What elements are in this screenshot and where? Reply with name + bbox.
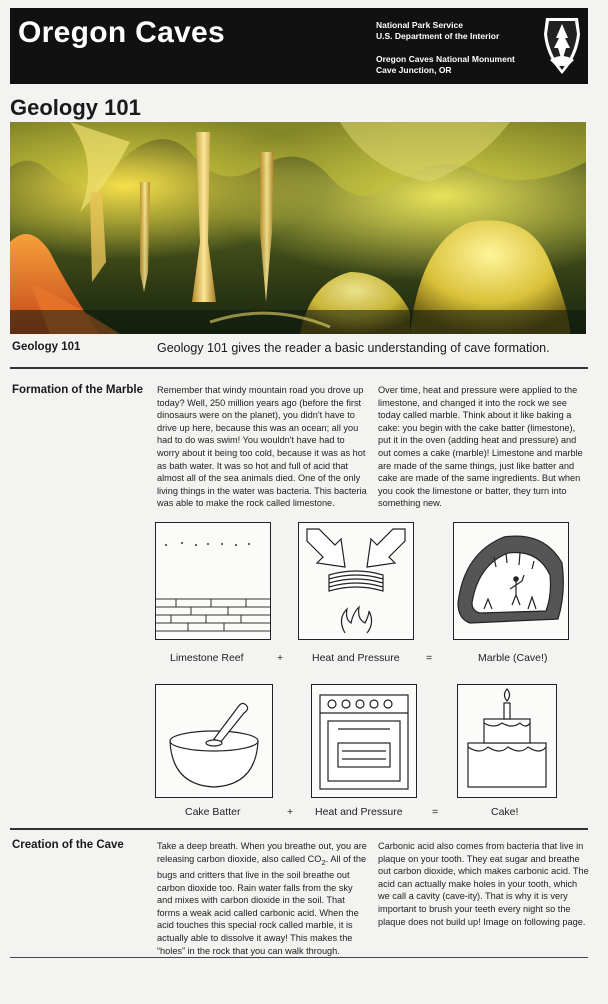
brand-title: Oregon Caves bbox=[18, 16, 226, 49]
caption-limestone-reef: Limestone Reef bbox=[170, 652, 244, 664]
cave-text-col2 bbox=[378, 840, 590, 928]
operator-plus-2: + bbox=[287, 806, 294, 818]
co2-subscript: 2 bbox=[321, 857, 326, 867]
agency-block bbox=[376, 20, 499, 42]
footer-divider bbox=[10, 957, 588, 958]
marble-paragraph-1: Remember that windy mountain road you drove up today? Well, 250 million years ago (before the first dinosaurs were on the planet), you didn't have to drive up here, because this was an ocean; all you had to do was swim! You wouldn't have had to worry about it being too cold, because it was as hot as bath water. It was so hot and full of acid that almost all of the sea animals died. One of the only living things in the water was bacteria. This bacteria was able to make the rock called limestone. bbox=[157, 385, 367, 509]
page-title: Geology 101 bbox=[10, 95, 141, 120]
caption-heat-pressure-1: Heat and Pressure bbox=[312, 652, 400, 664]
cave-paragraph-1 bbox=[157, 840, 369, 957]
cave-photo bbox=[10, 122, 586, 334]
marble-text-col1 bbox=[157, 384, 367, 510]
operator-equals-2: = bbox=[432, 806, 439, 818]
section-divider bbox=[10, 367, 588, 369]
nps-arrowhead-logo bbox=[542, 16, 582, 76]
caption-heat-pressure-2: Heat and Pressure bbox=[315, 806, 403, 818]
marble-section-label: Formation of the Marble bbox=[12, 384, 143, 396]
marble-text-col2 bbox=[378, 384, 590, 510]
section-divider-2 bbox=[10, 828, 588, 830]
summary-text: Geology 101 gives the reader a basic understanding of cave formation. bbox=[157, 341, 550, 355]
caption-cake-batter: Cake Batter bbox=[185, 806, 241, 818]
caption-cake: Cake! bbox=[491, 806, 519, 818]
location-line-1: Oregon Caves National Monument bbox=[376, 54, 515, 64]
caption-marble-cave: Marble (Cave!) bbox=[478, 652, 548, 664]
marble-cave-panel bbox=[453, 522, 569, 640]
summary-label: Geology 101 bbox=[12, 341, 81, 353]
cake-batter-panel bbox=[155, 684, 273, 798]
cave-paragraph-1-a: Take a deep breath. When you breathe out, you are releasing carbon dioxide, also called CO bbox=[157, 841, 367, 864]
location-line-2: Cave Junction, OR bbox=[376, 65, 452, 75]
agency-line-2: U.S. Department of the Interior bbox=[376, 31, 500, 41]
cave-paragraph-2: Carbonic acid also comes from bacteria that live in plaque on your tooth. They eat sugar and breathe out carbon dioxide, which makes carbonic acid. The acid can actually make holes in your tooth, which we call a cavity (cave-ity). That is why it is very important to brush your teeth every night so the plaque does not build up! Image on following page. bbox=[378, 841, 589, 927]
cave-text-col1 bbox=[157, 840, 369, 957]
agency-line-1: National Park Service bbox=[376, 20, 463, 30]
operator-plus-1: + bbox=[277, 652, 284, 664]
cave-paragraph-1-b: . All of the bugs and critters that live in the soil breathe out carbon dioxide too. Rain water falls from the sky and mixes with carbon dioxide in the soil. That forms a weak acid called carbonic acid. When the acid touches this special rock called marble, it is actually able to dissolve it away! This makes the “holes” in the rock that you can walk through. bbox=[157, 853, 367, 956]
oven-panel bbox=[311, 684, 417, 798]
heat-pressure-panel-1 bbox=[298, 522, 414, 640]
limestone-reef-panel bbox=[155, 522, 271, 640]
cake-panel bbox=[457, 684, 557, 798]
location-block bbox=[376, 54, 515, 76]
cave-section-label: Creation of the Cave bbox=[12, 839, 124, 851]
marble-paragraph-2: Over time, heat and pressure were applied to the limestone, and changed it into the rock we see today called marble. Think about it like baking a cake: you begin with the cake batter (limestone), put it in the oven (adding heat and pressure) and out comes a cake (marble)! Limestone and marble are made of the same things, just like batter and cake are made of the same ingredients. But when you cook the limestone or batter, they turn into something new. bbox=[378, 385, 583, 509]
header-band bbox=[10, 8, 588, 84]
operator-equals-1: = bbox=[426, 652, 433, 664]
